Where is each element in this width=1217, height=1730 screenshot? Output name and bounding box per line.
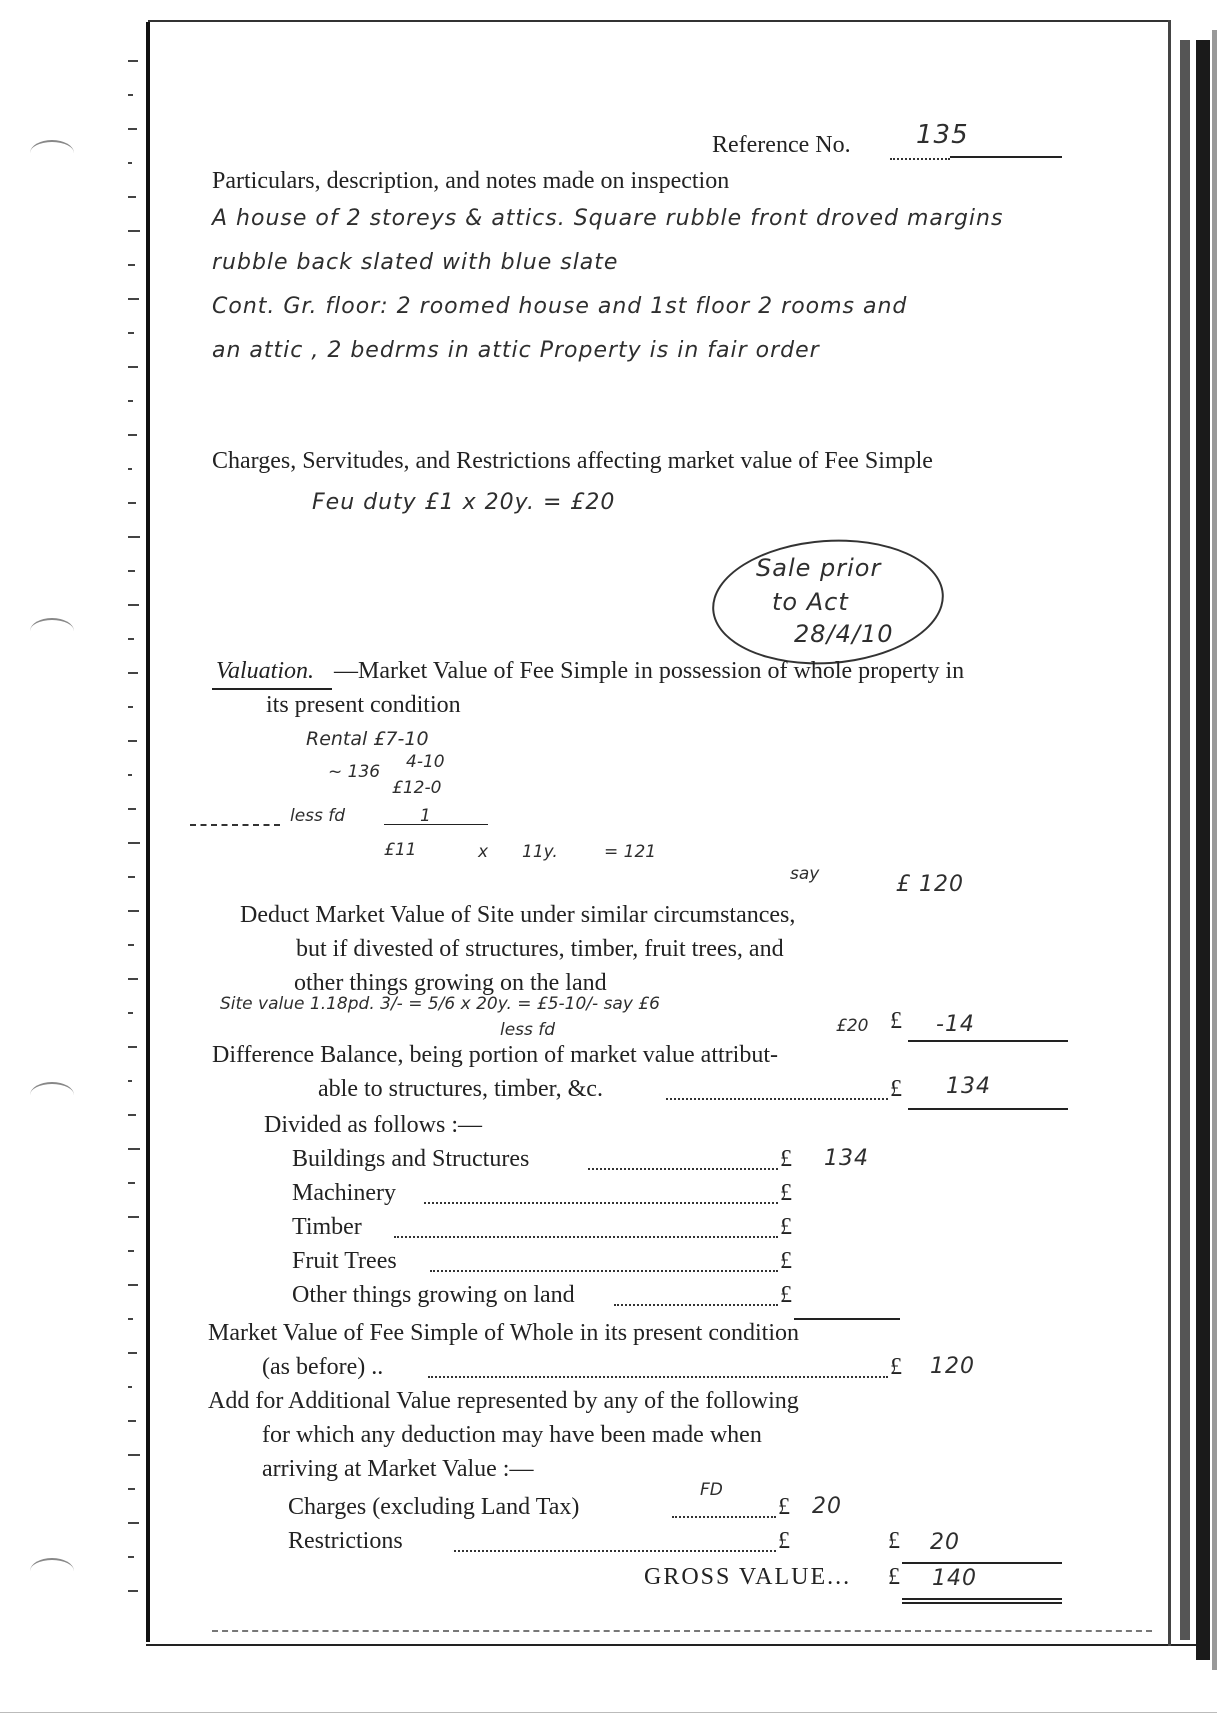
valuation-heading-line-2: its present condition (266, 692, 461, 718)
margin-speckle (128, 94, 133, 96)
margin-speckle (128, 298, 139, 300)
margin-speckle (128, 1182, 135, 1184)
margin-speckle (128, 570, 135, 572)
divided-buildings-dots (588, 1168, 778, 1170)
charges-heading: Charges, Servitudes, and Restrictions affecting market value of Fee Simple (212, 448, 933, 474)
margin-speckle (128, 162, 132, 164)
page-border-left (146, 22, 150, 1642)
divided-machinery-label: Machinery (292, 1180, 396, 1206)
margin-speckle (128, 604, 139, 606)
deduct-calc: Site value 1.18pd. 3/- = 5/6 x 20y. = £5-10/- say £6 (220, 994, 660, 1014)
add-restrictions-dots (454, 1550, 776, 1552)
calc-times: x (478, 842, 489, 862)
margin-speckle (128, 978, 138, 980)
margin-speckle (128, 1250, 134, 1252)
margin-speckle (128, 1216, 139, 1218)
calc-rental: Rental £7-10 (306, 728, 429, 750)
punch-hole-mark (30, 1558, 74, 1584)
add-charges-dots (672, 1516, 776, 1518)
sale-stamp-line-3: 28/4/10 (794, 620, 894, 648)
margin-speckle (128, 1556, 134, 1558)
difference-dots (666, 1098, 888, 1100)
divided-fruit-dots (430, 1270, 778, 1272)
margin-speckle (128, 1148, 140, 1150)
margin-speckle (128, 1590, 138, 1592)
margin-speckle (128, 1454, 140, 1456)
calc-equals: = 121 (604, 842, 657, 862)
deduct-line-2: but if divested of structures, timber, fruit trees, and (296, 936, 784, 962)
divided-machinery-dots (424, 1202, 778, 1204)
divided-timber-dots (394, 1236, 778, 1238)
margin-speckle (128, 1080, 132, 1082)
particulars-note-4: an attic , 2 bedrms in attic Property is in fair order (212, 338, 820, 363)
deduct-line-3: other things growing on the land (294, 970, 607, 996)
calc-years: 11y. (522, 842, 558, 862)
calc-less-fd: less fd (290, 806, 346, 826)
margin-speckle (128, 1114, 136, 1116)
add-total-value: 20 (930, 1530, 960, 1555)
difference-value: 134 (946, 1074, 991, 1099)
margin-speckle (128, 842, 140, 844)
margin-speckle (128, 434, 137, 436)
sale-stamp-line-1: Sale prior (756, 554, 882, 582)
add-total-rule (902, 1562, 1062, 1564)
margin-speckle (128, 808, 136, 810)
divided-fruit-label: Fruit Trees (292, 1248, 397, 1274)
reference-rule (950, 156, 1062, 158)
calc-line-2-prefix: ~ 136 (328, 762, 381, 782)
particulars-note-3: Cont. Gr. floor: 2 roomed house and 1st floor 2 rooms and (212, 294, 908, 319)
deduct-value: -14 (936, 1012, 975, 1037)
particulars-note-2: rubble back slated with blue slate (212, 250, 619, 275)
margin-speckle (128, 944, 134, 946)
margin-speckle (128, 332, 134, 334)
page-border-bottom (146, 1644, 1196, 1646)
scan-edge (0, 1712, 1217, 1713)
calc-dashed-rule (190, 824, 280, 826)
margin-speckle (128, 400, 133, 402)
divided-machinery-pound: £ (780, 1180, 792, 1206)
divided-buildings-label: Buildings and Structures (292, 1146, 530, 1172)
calc-sum-rule (384, 824, 488, 825)
margin-speckle (128, 1284, 138, 1286)
bottom-dashed-rule (212, 1630, 1152, 1632)
margin-speckle (128, 60, 138, 62)
margin-speckle (128, 230, 140, 232)
deduct-rule (908, 1040, 1068, 1042)
page-edge (1180, 40, 1190, 1640)
add-line-2: for which any deduction may have been made when (262, 1422, 762, 1448)
margin-speckle (128, 366, 138, 368)
margin-speckle (128, 740, 137, 742)
divided-buildings-value: 134 (824, 1146, 869, 1171)
divided-buildings-pound: £ (780, 1146, 792, 1172)
margin-speckle (128, 1352, 137, 1354)
gross-rule (902, 1598, 1062, 1600)
valuation-heading: —Market Value of Fee Simple in possession of whole property in (334, 658, 965, 684)
margin-speckle (128, 706, 133, 708)
difference-pound: £ (890, 1076, 902, 1102)
add-charges-value: 20 (812, 1494, 842, 1519)
reference-dots (890, 158, 950, 160)
market-whole-line-2: (as before) .. (262, 1354, 384, 1380)
margin-speckle (128, 1522, 139, 1524)
deduct-calc-less: less fd (500, 1020, 556, 1040)
margin-speckle (128, 1046, 137, 1048)
margin-speckle (128, 128, 137, 130)
add-charges-pound: £ (778, 1494, 790, 1520)
divided-heading: Divided as follows :— (264, 1112, 482, 1138)
punch-hole-mark (30, 618, 74, 644)
page-edge (1212, 30, 1217, 1670)
gross-value-pound: £ (888, 1564, 900, 1590)
divided-fruit-pound: £ (780, 1248, 792, 1274)
divided-timber-pound: £ (780, 1214, 792, 1240)
reference-number: 135 (916, 120, 969, 150)
margin-speckle (128, 1386, 132, 1388)
margin-speckle (128, 196, 136, 198)
deduct-pound: £ (890, 1008, 902, 1034)
add-restrictions-pound: £ (778, 1528, 790, 1554)
divided-subtotal-rule (794, 1318, 900, 1320)
margin-speckle (128, 638, 134, 640)
charges-note: Feu duty £1 x 20y. = £20 (312, 490, 616, 515)
calc-result: £11 (384, 840, 417, 860)
margin-speckle (128, 536, 140, 538)
calc-line-2-value: 4-10 (406, 752, 445, 772)
add-restrictions-label: Restrictions (288, 1528, 403, 1554)
difference-rule (908, 1108, 1068, 1110)
margin-speckle (128, 502, 136, 504)
margin-speckle (128, 910, 139, 912)
margin-speckle (128, 264, 135, 266)
margin-speckle (128, 774, 132, 776)
gross-value: 140 (932, 1566, 977, 1591)
margin-speckle (128, 1012, 133, 1014)
punch-hole-mark (30, 1082, 74, 1108)
divided-other-label: Other things growing on land (292, 1282, 575, 1308)
calc-line-3-value: £12-0 (392, 778, 442, 798)
valuation-value: £ 120 (896, 872, 964, 897)
market-whole-dots (428, 1376, 888, 1378)
difference-line-1: Difference Balance, being portion of market value attribut- (212, 1042, 778, 1068)
margin-speckle (128, 1488, 135, 1490)
reference-label: Reference No. (712, 132, 851, 158)
divided-other-dots (614, 1304, 778, 1306)
divided-timber-label: Timber (292, 1214, 362, 1240)
deduct-line-1: Deduct Market Value of Site under similar circumstances, (240, 902, 796, 928)
calc-less-value: 1 (420, 806, 431, 826)
add-line-1: Add for Additional Value represented by any of the following (208, 1388, 799, 1414)
market-whole-pound: £ (890, 1354, 902, 1380)
page-edge (1168, 20, 1171, 1646)
binding-edge (1196, 40, 1210, 1660)
gross-value-label: GROSS VALUE... (644, 1564, 852, 1590)
margin-speckle (128, 468, 132, 470)
punch-hole-mark (30, 140, 74, 166)
valuation-underline (212, 688, 332, 690)
particulars-heading: Particulars, description, and notes made on inspection (212, 168, 730, 194)
gross-double-rule (902, 1602, 1062, 1604)
margin-speckle (128, 1318, 133, 1320)
add-charges-label: Charges (excluding Land Tax) (288, 1494, 580, 1520)
page-border-top (148, 20, 1170, 22)
sale-stamp-line-2: to Act (772, 588, 849, 616)
market-whole-value: 120 (930, 1354, 975, 1379)
add-line-3: arriving at Market Value :— (262, 1456, 534, 1482)
market-whole-line-1: Market Value of Fee Simple of Whole in its present condition (208, 1320, 799, 1346)
margin-speckle (128, 876, 135, 878)
deduct-calc-sub: £20 (836, 1016, 869, 1036)
add-charges-note: FD (700, 1480, 723, 1500)
difference-line-2: able to structures, timber, &c. (318, 1076, 603, 1102)
margin-speckle (128, 1420, 136, 1422)
particulars-note-1: A house of 2 storeys & attics. Square rubble front droved margins (212, 206, 1004, 231)
margin-speckle (128, 672, 138, 674)
valuation-heading-italic: Valuation. (216, 658, 315, 684)
calc-say: say (790, 864, 820, 884)
divided-other-pound: £ (780, 1282, 792, 1308)
add-total-pound: £ (888, 1528, 900, 1554)
